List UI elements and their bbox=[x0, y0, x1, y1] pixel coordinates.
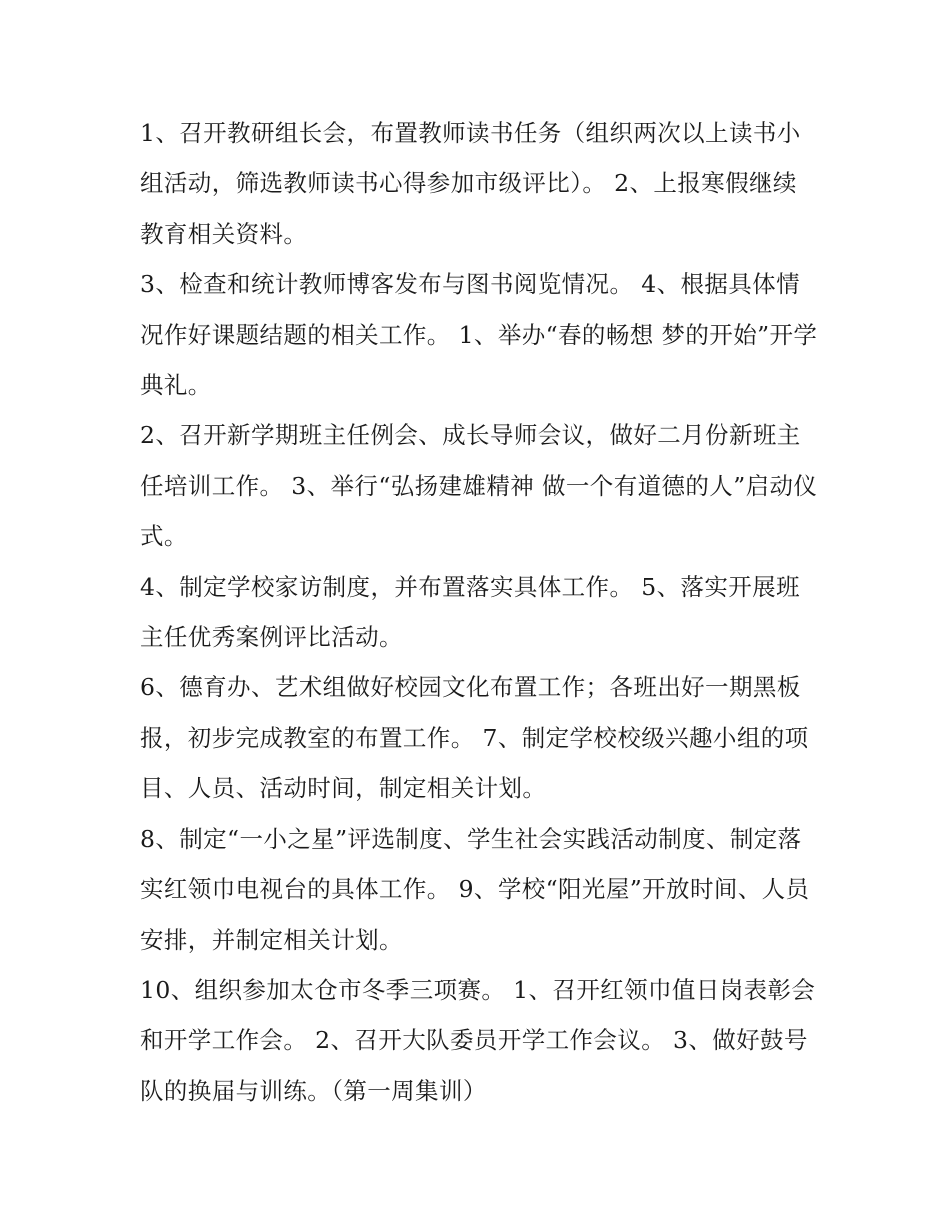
paragraph-1: 1、召开教研组长会，布置教师读书任务（组织两次以上读书小组活动，筛选教师读书心得参加市级评比）。 2、上报寒假继续教育相关资料。 bbox=[140, 119, 801, 248]
document-body bbox=[140, 108, 820, 1116]
paragraph-4: 4、制定学校家访制度，并布置落实具体工作。 5、落实开展班主任优秀案例评比活动。 bbox=[140, 572, 800, 652]
paragraph-5: 6、德育办、艺术组做好校园文化布置工作；各班出好一期黑板报，初步完成教室的布置工作。 7、制定学校校级兴趣小组的项目、人员、活动时间，制定相关计划。 bbox=[140, 673, 809, 803]
paragraph-2: 3、检查和统计教师博客发布与图书阅览情况。 4、根据具体情况作好课题结题的相关工作。 1、举办“春的畅想 梦的开始”开学典礼。 bbox=[140, 270, 818, 400]
paragraph-3: 2、召开新学期班主任例会、成长导师会议，做好二月份新班主任培训工作。 3、举行“弘扬建雄精神 做一个有道德的人”启动仪式。 bbox=[140, 421, 818, 551]
paragraph-6: 8、制定“一小之星”评选制度、学生社会实践活动制度、制定落实红领巾电视台的具体工作。 9、学校“阳光屋”开放时间、人员安排，并制定相关计划。 bbox=[140, 824, 810, 954]
paragraph-7: 10、组织参加太仓市冬季三项赛。 1、召开红领巾值日岗表彰会和开学工作会。 2、召开大队委员开学工作会议。 3、做好鼓号队的换届与训练。（第一周集训） bbox=[140, 975, 816, 1105]
